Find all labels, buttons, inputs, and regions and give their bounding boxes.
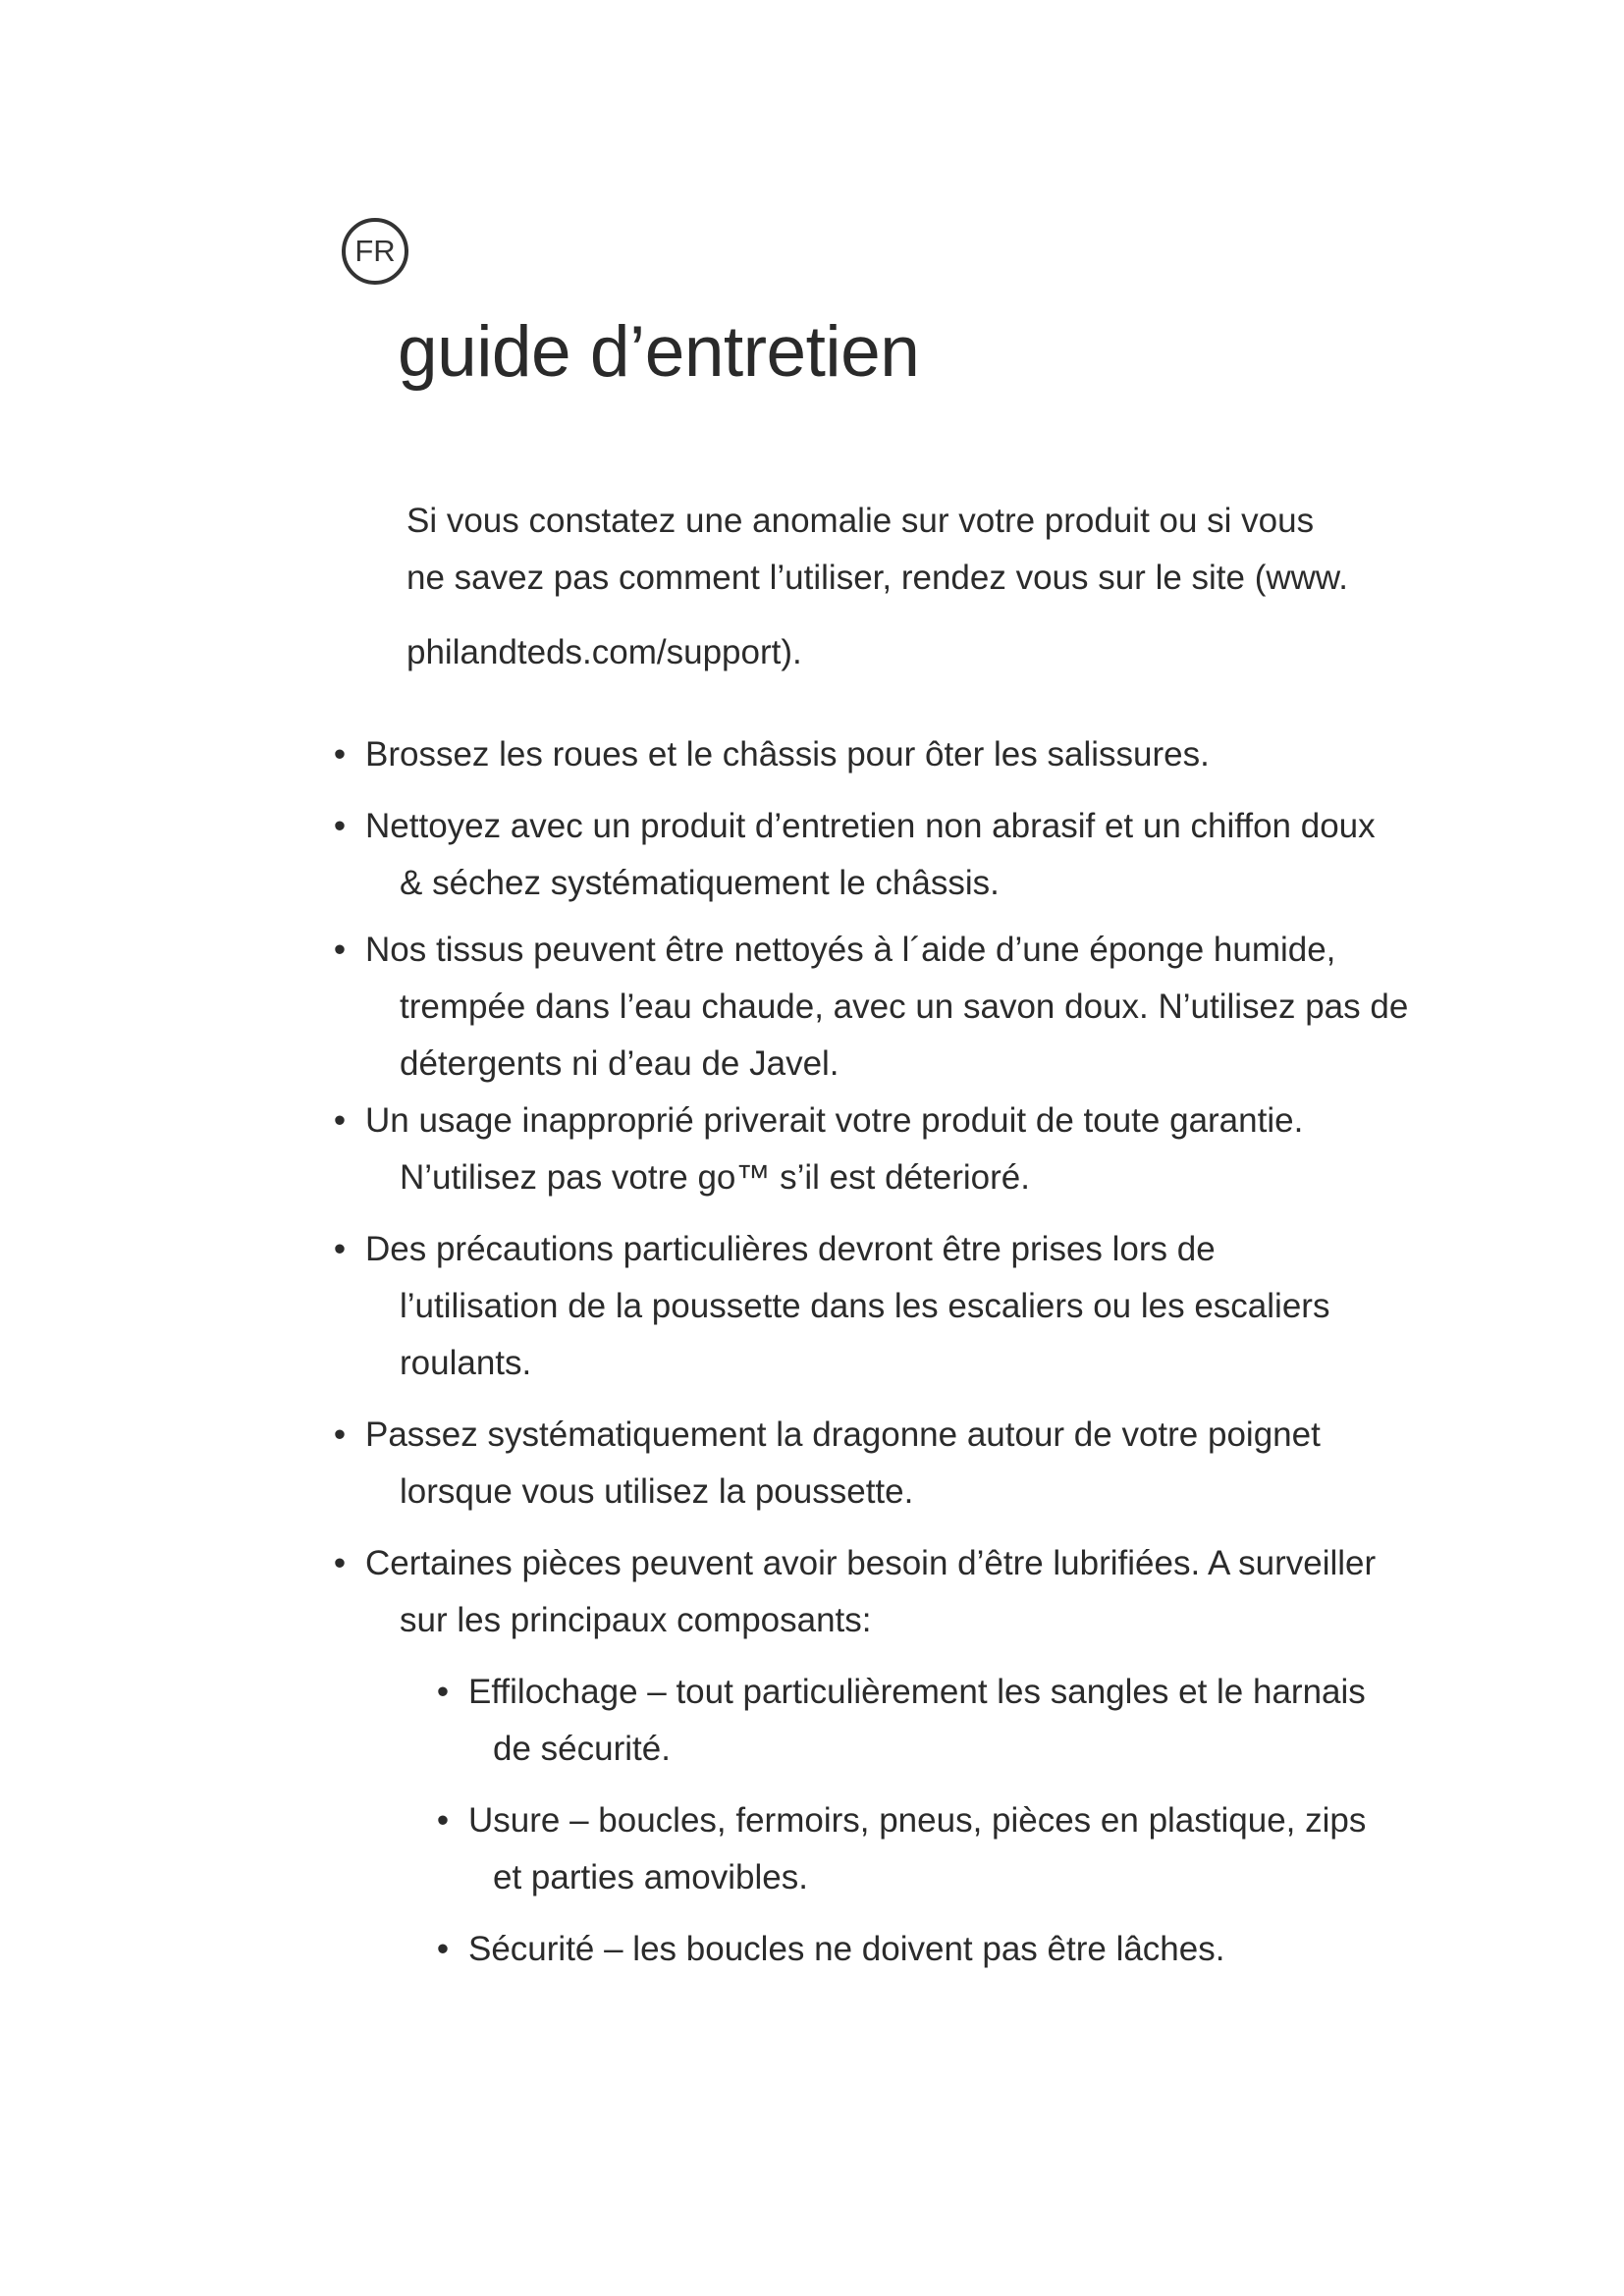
sub-list-item	[432, 1664, 1488, 1778]
page-title: guide d’entretien	[398, 312, 920, 392]
list-item-text: l’utilisation de la poussette dans les escaliers ou les escaliers	[400, 1287, 1330, 1325]
sub-list-item-text: et parties amovibles.	[493, 1858, 808, 1896]
list-item-text: & séchez systématiquement le châssis.	[400, 864, 1000, 902]
bullet-icon: •	[436, 1930, 450, 1968]
sub-list-item	[432, 1792, 1488, 1906]
intro-paragraph	[406, 493, 1447, 681]
list-item-text: détergents ni d’eau de Javel.	[400, 1044, 839, 1083]
bullet-icon: •	[333, 1544, 347, 1582]
list-item-text: trempée dans l’eau chaude, avec un savon doux. N’utilisez pas de	[400, 988, 1409, 1026]
list-item	[329, 1407, 1488, 1521]
list-item	[329, 798, 1488, 912]
language-badge: FR	[342, 218, 408, 285]
list-item-text: lorsque vous utilisez la poussette.	[400, 1472, 914, 1511]
sub-list-item-text: Effilochage – tout particulièrement les sangles et le harnais	[468, 1673, 1366, 1711]
list-item-text: Des précautions particulières devront être prises lors de	[365, 1230, 1216, 1268]
bullet-icon: •	[333, 1101, 347, 1140]
list-item	[329, 726, 1488, 783]
list-item-text: Brossez les roues et le châssis pour ôter les salissures.	[365, 735, 1210, 774]
bullet-icon: •	[436, 1801, 450, 1840]
sub-list-item	[432, 1921, 1488, 1978]
intro-line: philandteds.com/support).	[406, 633, 802, 671]
sub-list-item-text: Usure – boucles, fermoirs, pneus, pièces en plastique, zips	[468, 1801, 1367, 1840]
intro-line: ne savez pas comment l’utiliser, rendez vous sur le site (www.	[406, 559, 1348, 597]
list-item-text: Passez systématiquement la dragonne autour de votre poignet	[365, 1415, 1321, 1454]
list-item-text: N’utilisez pas votre go™ s’il est déterioré.	[400, 1158, 1030, 1197]
list-item	[329, 1535, 1488, 1978]
list-item	[329, 1093, 1488, 1206]
bullet-icon: •	[436, 1673, 450, 1711]
list-item-text: Un usage inapproprié priverait votre produit de toute garantie.	[365, 1101, 1304, 1140]
components-sublist	[365, 1664, 1488, 1978]
bullet-icon: •	[333, 931, 347, 969]
sub-list-item-text: Sécurité – les boucles ne doivent pas être lâches.	[468, 1930, 1225, 1968]
list-item	[329, 922, 1488, 1093]
care-instructions-list	[329, 726, 1488, 1978]
bullet-icon: •	[333, 1415, 347, 1454]
intro-line: Si vous constatez une anomalie sur votre produit ou si vous	[406, 502, 1315, 540]
list-item-text: roulants.	[400, 1344, 532, 1382]
list-item-text: Certaines pièces peuvent avoir besoin d’être lubrifiées. A surveiller	[365, 1544, 1377, 1582]
bullet-icon: •	[333, 1230, 347, 1268]
list-item-text: Nos tissus peuvent être nettoyés à l´aide d’une éponge humide,	[365, 931, 1336, 969]
list-item-text: sur les principaux composants:	[400, 1601, 872, 1639]
list-item-text: Nettoyez avec un produit d’entretien non abrasif et un chiffon doux	[365, 807, 1376, 845]
bullet-icon: •	[333, 735, 347, 774]
bullet-icon: •	[333, 807, 347, 845]
list-item	[329, 1221, 1488, 1392]
sub-list-item-text: de sécurité.	[493, 1730, 671, 1768]
